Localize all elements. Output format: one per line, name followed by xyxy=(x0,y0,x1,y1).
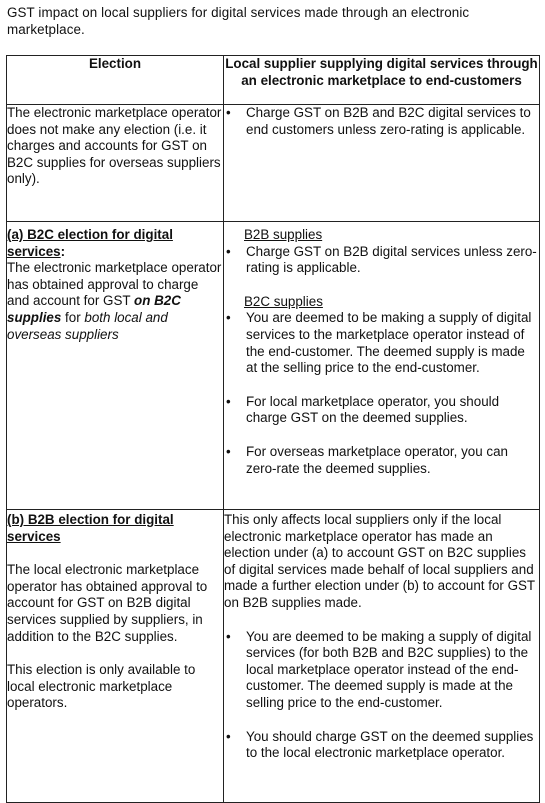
b2c-election-body xyxy=(7,260,223,343)
table-row-b2b-election xyxy=(7,510,540,803)
bullet-text: You should charge GST on the deemed supplies to the local electronic marketplace operator. xyxy=(246,728,534,761)
b2c-body-bold: on B2C supplies xyxy=(7,293,181,325)
header-local-supplier: Local supplier supplying digital services through an electronic marketplace to end-customers xyxy=(224,56,540,105)
b2c-supplies-heading: B2C supplies xyxy=(244,293,323,309)
bullet-item xyxy=(224,310,539,376)
b2b-election-title: (b) B2B election for digital services xyxy=(7,512,174,544)
bullet-text: You are deemed to be making a supply of digital services (for both B2B and B2C supplies) to the local marketplace operator instead of the end-customer. The deemed supply is made at the selling price to the end-customer. xyxy=(246,628,532,710)
bullet-icon: • xyxy=(226,628,231,644)
bullet-text: For local marketplace operator, you should charge GST on the deemed supplies. xyxy=(246,393,500,426)
table-header-row xyxy=(7,56,540,105)
b2c-election-title xyxy=(7,227,223,260)
gst-impact-table xyxy=(6,55,540,803)
b2c-body-italic: both local and overseas suppliers xyxy=(7,309,168,342)
b2b-supplies-heading: B2B supplies xyxy=(244,227,323,242)
b2c-body-part1: The electronic marketplace operator has obtained approval to charge and account for GST xyxy=(7,260,222,309)
bullet-item xyxy=(224,394,539,427)
table-row-no-election xyxy=(7,105,540,222)
bullet-icon: • xyxy=(226,105,231,120)
b2c-election-description xyxy=(7,222,224,510)
bullet-text: You are deemed to be making a supply of digital services to the marketplace operator instead of the end-customer. The deemed supply is made at the selling price to the end-customer. xyxy=(246,310,532,376)
bullet-item xyxy=(224,729,539,762)
bullet-item xyxy=(224,244,539,277)
bullet-item xyxy=(224,629,539,712)
bullet-text: Charge GST on B2B digital services unless zero-rating is applicable. xyxy=(246,243,537,276)
b2b-election-para1: The local electronic marketplace operator has obtained approval to account for GST on B2B digital services supplied by suppliers, in addition to the B2C supplies. xyxy=(7,562,208,644)
bullet-icon: • xyxy=(226,443,231,459)
bullet-icon: • xyxy=(226,310,231,326)
bullet-item xyxy=(224,105,539,138)
no-election-description: The electronic marketplace operator does not make any election (i.e. it charges and accounts for GST on B2C supplies for overseas suppliers only). xyxy=(7,105,224,222)
b2c-election-title-text: (a) B2C election for digital services xyxy=(7,227,173,259)
b2b-election-intro: This only affects local suppliers only if the local electronic marketplace operator has made an election under (a) to account GST on B2C supplies of digital services made behalf of local suppliers and made a further election under (b) to account for GST on B2B supplies made. xyxy=(224,512,535,610)
bullet-item xyxy=(224,444,539,477)
bullet-icon: • xyxy=(226,728,231,744)
bullet-text: For overseas marketplace operator, you can zero-rate the deemed supplies. xyxy=(246,443,508,476)
bullet-text: Charge GST on B2B and B2C digital services to end customers unless zero-rating is applicable. xyxy=(246,105,531,137)
b2c-body-part2: for xyxy=(61,309,85,325)
bullet-icon: • xyxy=(226,243,231,259)
no-election-effects xyxy=(224,105,540,222)
b2b-election-description xyxy=(7,510,224,803)
header-election: Election xyxy=(7,56,224,105)
document-intro: GST impact on local suppliers for digital services made through an electronic marketplace. xyxy=(7,5,470,37)
b2b-election-effects xyxy=(224,510,540,803)
b2b-election-para2: This election is only available to local electronic marketplace operators. xyxy=(7,662,196,711)
bullet-icon: • xyxy=(226,393,231,409)
b2c-election-title-colon: : xyxy=(60,243,66,259)
b2c-election-effects xyxy=(224,222,540,510)
table-row-b2c-election xyxy=(7,222,540,510)
